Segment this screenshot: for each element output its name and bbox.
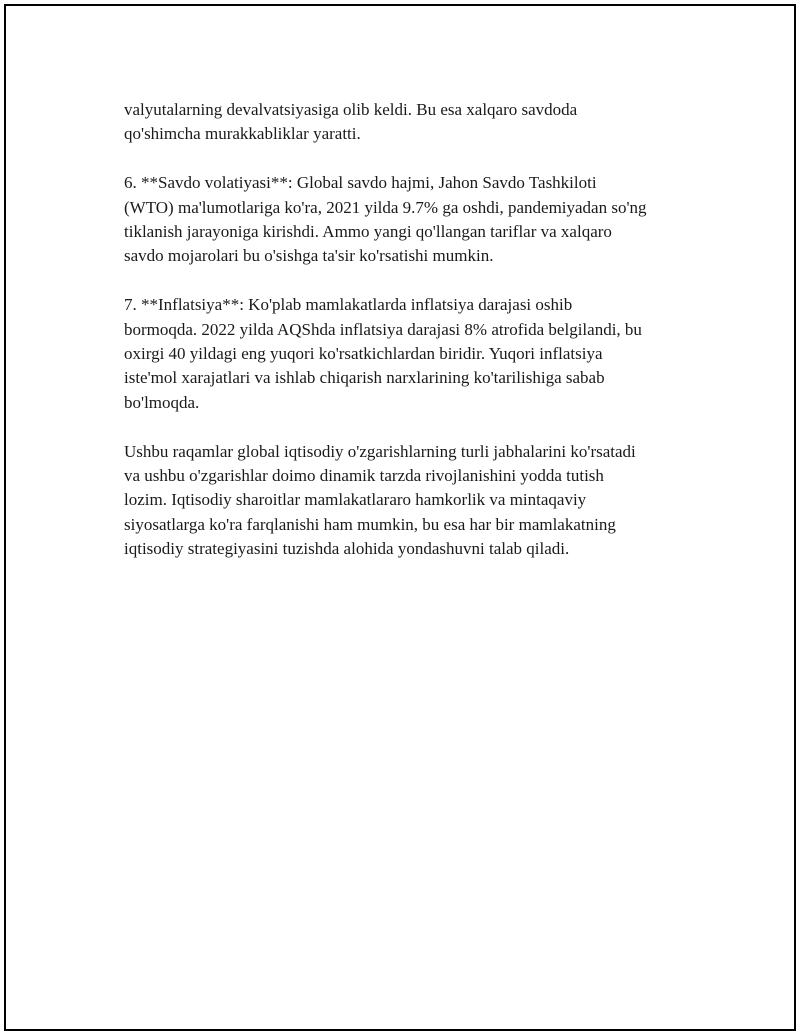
text-line: (WTO) ma'lumotlariga ko'ra, 2021 yilda 9.7% ga oshdi, pandemiyadan so'ng <box>124 197 647 217</box>
page-content <box>124 98 704 586</box>
paragraph-conclusion <box>124 440 704 562</box>
text-line: 7. **Inflatsiya**: Ko'plab mamlakatlarda inflatsiya darajasi oshib <box>124 295 573 315</box>
text-line: 6. **Savdo volatiyasi**: Global savdo hajmi, Jahon Savdo Tashkiloti <box>124 173 597 193</box>
text-line: bo'lmoqda. <box>124 392 200 412</box>
text-line: siyosatlarga ko'ra farqlanishi ham mumkin, bu esa har bir mamlakatning <box>124 514 616 534</box>
paragraph-inflation <box>124 293 704 415</box>
text-line: qo'shimcha murakkabliklar yaratti. <box>124 124 361 144</box>
text-line: iste'mol xarajatlari va ishlab chiqarish narxlarining ko'tarilishiga sabab <box>124 368 605 388</box>
text-line: savdo mojarolari bu o'sishga ta'sir ko'rsatishi mumkin. <box>124 246 494 266</box>
text-line: va ushbu o'zgarishlar doimo dinamik tarzda rivojlanishini yodda tutish <box>124 466 604 486</box>
text-line: iqtisodiy strategiyasini tuzishda alohida yondashuvni talab qiladi. <box>124 539 570 559</box>
text-line: tiklanish jarayoniga kirishdi. Ammo yangi qo'llangan tariflar va xalqaro <box>124 222 612 242</box>
text-line: valyutalarning devalvatsiyasiga olib keldi. Bu esa xalqaro savdoda <box>124 100 578 119</box>
text-line: Ushbu raqamlar global iqtisodiy o'zgarishlarning turli jabhalarini ko'rsatadi <box>124 441 636 461</box>
text-line: oxirgi 40 yildagi eng yuqori ko'rsatkichlardan biridir. Yuqori inflatsiya <box>124 344 603 364</box>
text-line: lozim. Iqtisodiy sharoitlar mamlakatlararo hamkorlik va mintaqaviy <box>124 490 587 510</box>
page-frame <box>4 4 796 1031</box>
paragraph-intro-continuation <box>124 98 704 147</box>
text-line: bormoqda. 2022 yilda AQShda inflatsiya darajasi 8% atrofida belgilandi, bu <box>124 319 642 339</box>
paragraph-trade-volatility <box>124 171 704 269</box>
